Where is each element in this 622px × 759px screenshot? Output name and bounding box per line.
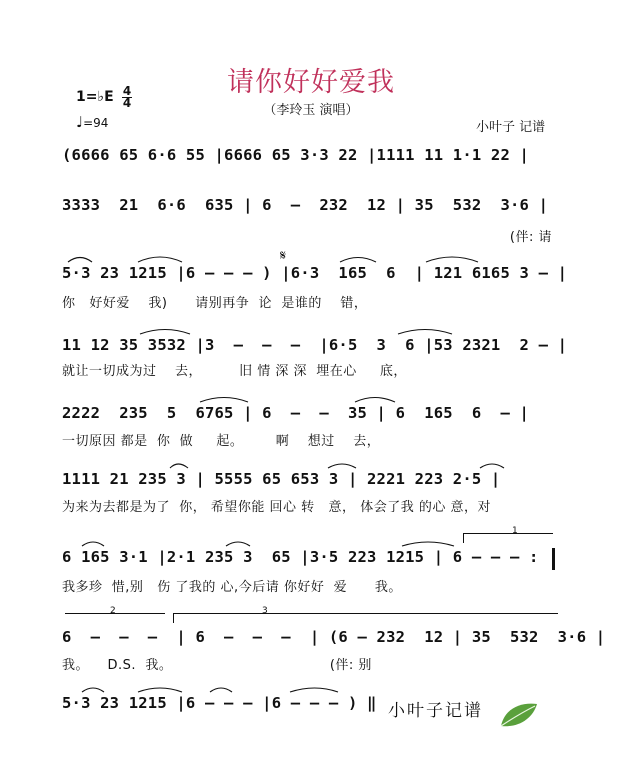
- slur: [426, 257, 478, 262]
- quarter-note-icon: ♩: [76, 113, 84, 131]
- meter-bottom: 4: [122, 96, 132, 110]
- slur: [170, 464, 188, 468]
- meter-top: 4: [122, 84, 132, 98]
- slur: [226, 542, 250, 546]
- lyric-line-3: 你 好好爱 我) 请别再争 论 是谁的 错，: [62, 296, 368, 311]
- lyric-line-8: 我。 D.S. 我。 (伴: 别: [62, 658, 372, 673]
- leaf-icon: [497, 698, 541, 730]
- music-line-1: (6666 65 6·6 55 |6666 65 3·3 22 |1111 11 1·1 22 |: [62, 146, 530, 164]
- page-title: 请你好好爱我: [227, 67, 395, 98]
- lyric-line-2: (伴: 请: [509, 230, 552, 245]
- key-signature: 1=♭E: [76, 89, 114, 105]
- lyric-line-7: 我多珍 惜,别 伤 了我的 心,今后请 你好好 爱 我。: [62, 580, 402, 595]
- volta-1-number: 1: [512, 526, 518, 536]
- music-line-7: 6 165 3·1 |2·1 235 3 65 |3·5 223 1215 | 6 – – – :: [62, 548, 539, 566]
- volta-3-number: 3: [262, 606, 268, 616]
- slur: [138, 257, 182, 262]
- slur: [480, 464, 504, 468]
- lyric-line-4: 就让一切成为过 去， 旧 情 深 深 埋在心 底，: [62, 364, 407, 379]
- slur: [82, 688, 104, 692]
- slur: [355, 398, 395, 403]
- music-line-3: 5·3 23 1215 |6 – – – ) |6·3 165 6 | 121 6165 3 – |: [62, 264, 568, 282]
- lyric-line-6: 为来为去都是为了 你， 希望你能 回心 转 意， 体会了我 的心 意，对: [62, 500, 491, 515]
- slur: [140, 330, 190, 335]
- music-line-6: 1111 21 235 3 | 5555 65 653 3 | 2221 223 2·5 |: [62, 470, 501, 488]
- slur: [328, 464, 356, 468]
- music-line-8: 6 – – – | 6 – – – | (6 – 232 12 | 35 532 3·6 |: [62, 628, 606, 646]
- slur: [398, 330, 452, 335]
- recorder-banner: 小叶子记谱: [388, 701, 483, 721]
- slur: [290, 688, 338, 692]
- slur: [82, 542, 104, 546]
- music-line-5: 2222 235 5 6765 | 6 – – 35 | 6 165 6 – |: [62, 404, 530, 422]
- segno-icon: 𝄋: [280, 248, 287, 264]
- volta-2-number: 2: [110, 606, 116, 616]
- slur: [340, 258, 376, 263]
- slur: [210, 688, 232, 692]
- singer-credit: （李玲玉 演唱）: [263, 103, 359, 118]
- tempo-value: =94: [83, 116, 109, 130]
- slur: [200, 398, 248, 403]
- lyric-line-5: 一切原因 都是 你 做 起。 啊 想过 去，: [62, 434, 381, 449]
- recorder-credit: 小叶子 记谱: [476, 120, 546, 135]
- slur: [402, 542, 454, 546]
- music-line-4: 11 12 35 3532 |3 – – – |6·5 3 6 |53 2321 2 – |: [62, 336, 568, 354]
- slur: [68, 258, 92, 263]
- music-line-2: 3333 21 6·6 635 | 6 – 232 12 | 35 532 3·6 |: [62, 196, 549, 214]
- music-line-9: 5·3 23 1215 |6 – – – |6 – – – ) ‖: [62, 694, 377, 712]
- slur: [138, 688, 182, 692]
